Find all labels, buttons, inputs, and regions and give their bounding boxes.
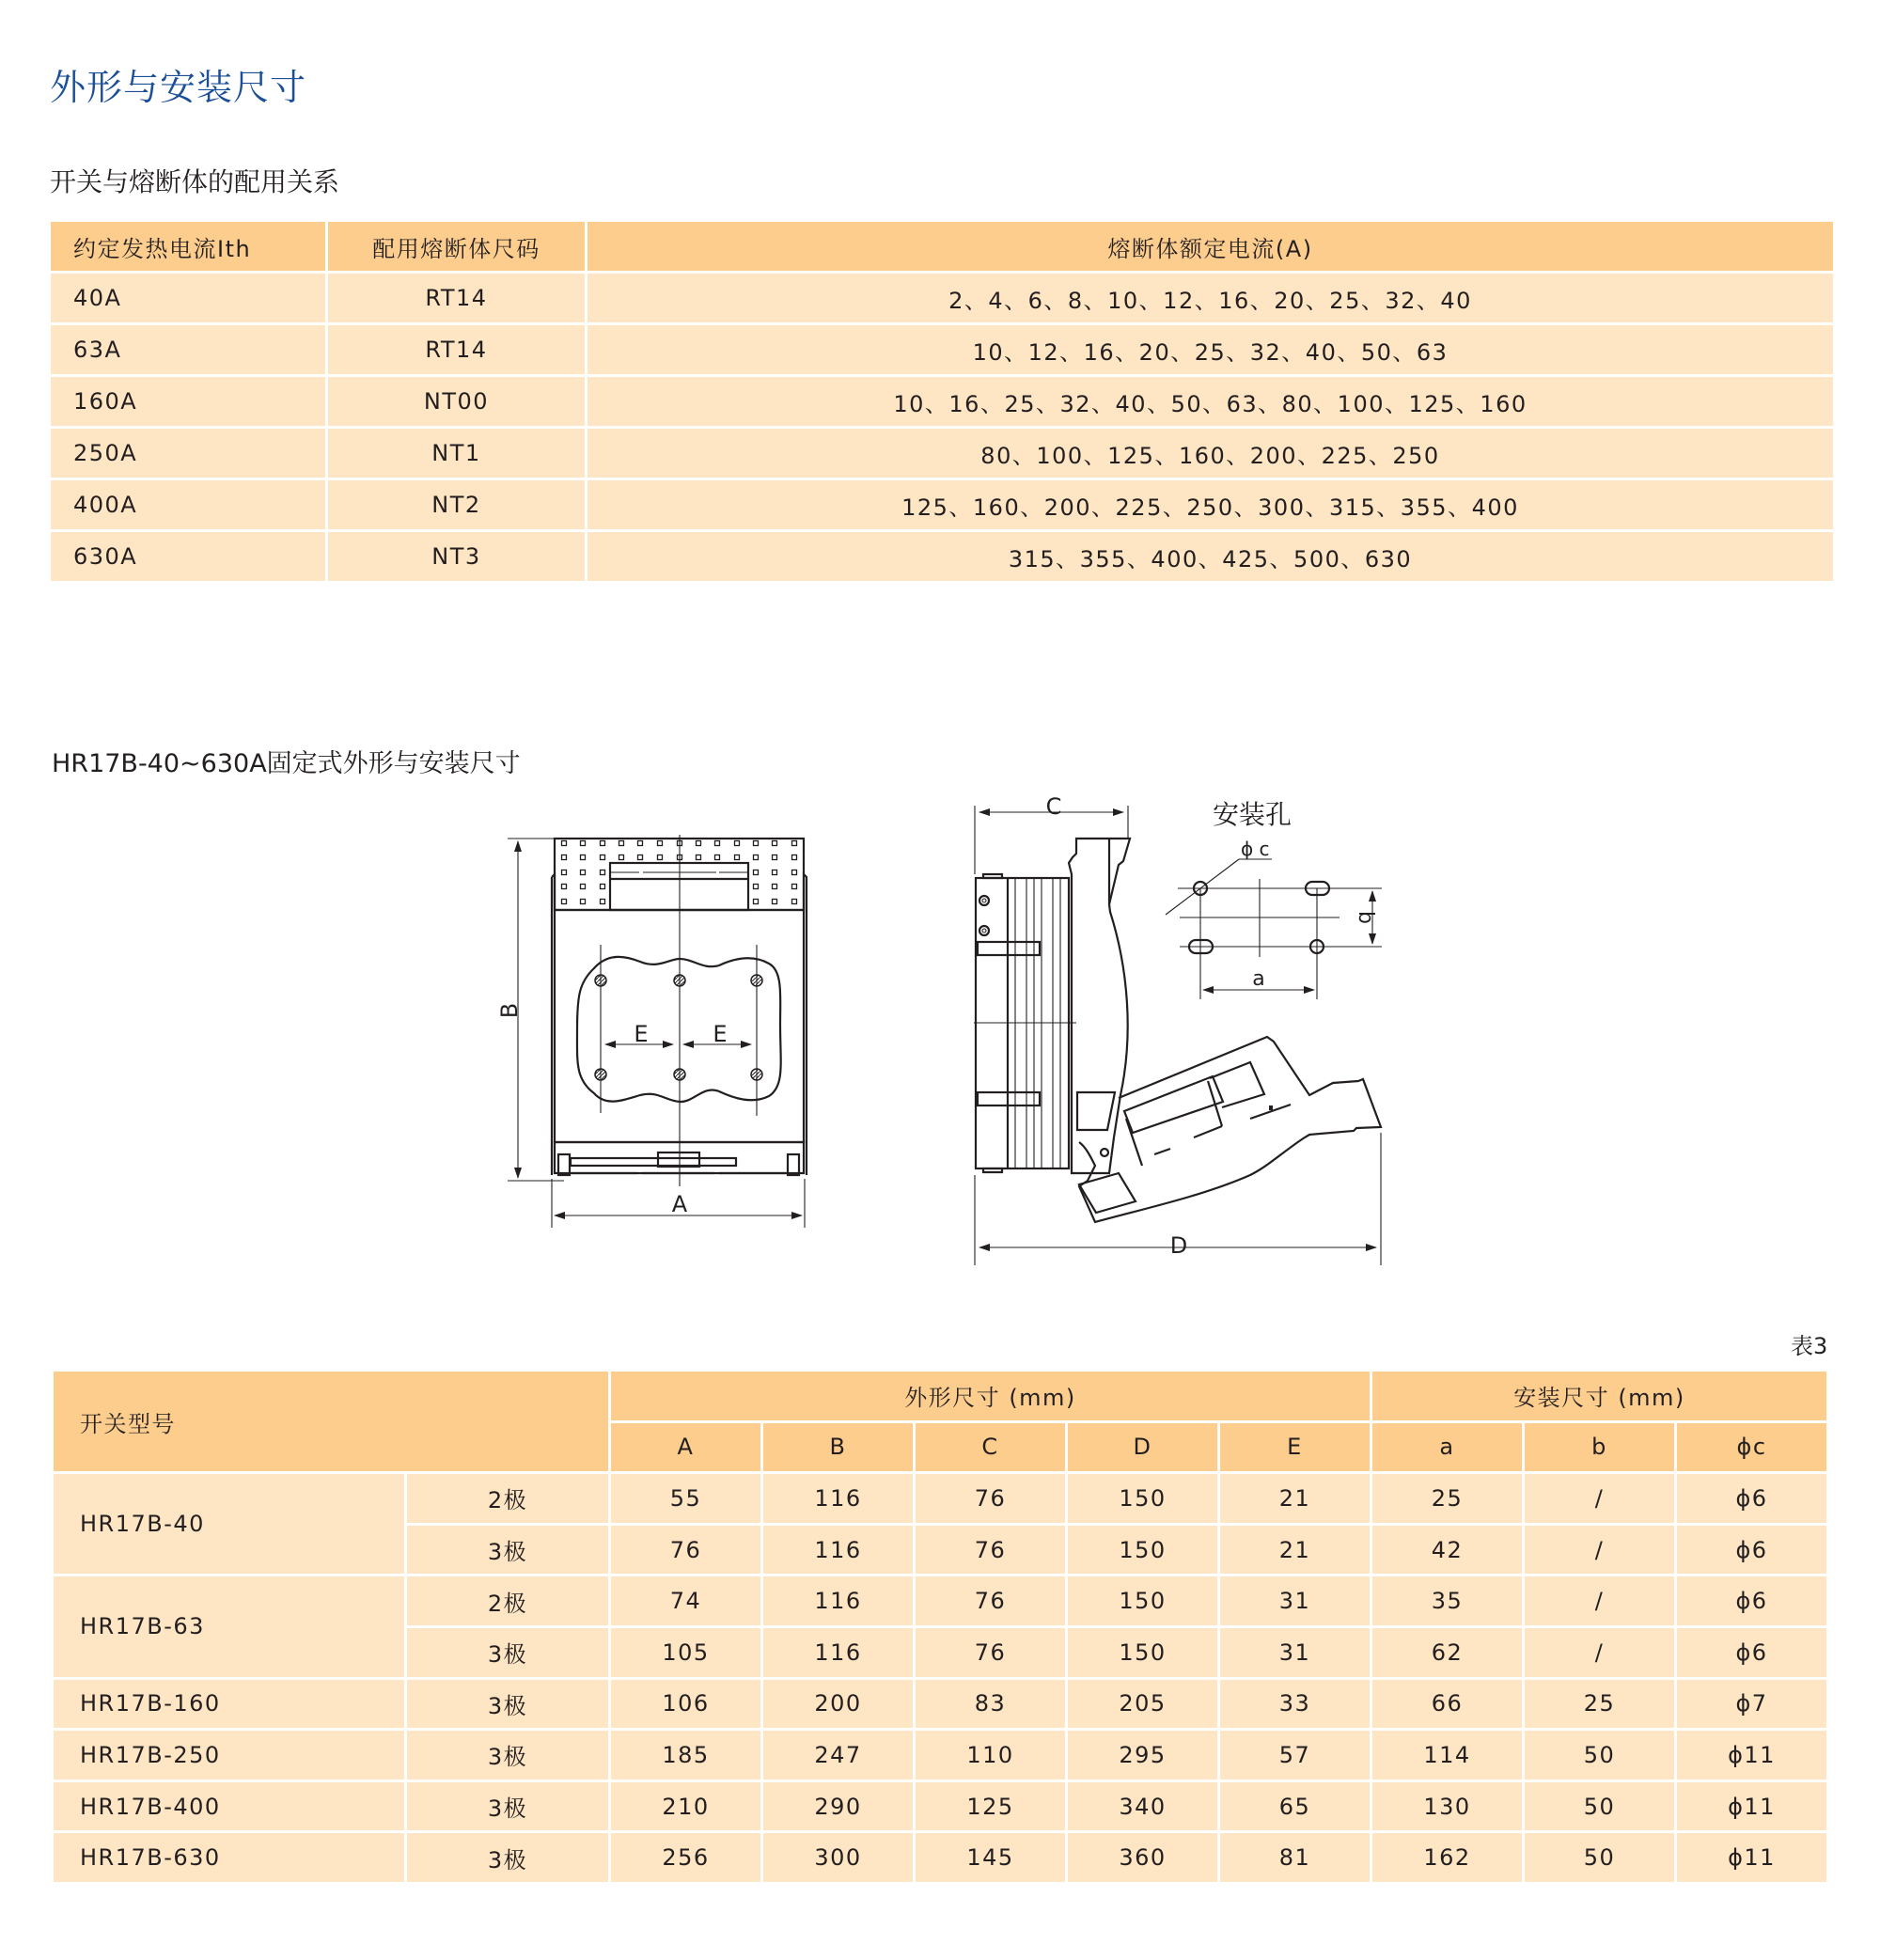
fuse-size-cell: NT00 xyxy=(328,377,585,426)
page-title: 外形与安装尺寸 xyxy=(50,67,307,108)
value-cell: 360 xyxy=(1068,1833,1217,1882)
fuse-size-cell: NT2 xyxy=(328,480,585,529)
model-cell: HR17B-630 xyxy=(54,1833,404,1882)
value-cell: ϕ6 xyxy=(1677,1628,1826,1677)
value-cell: 116 xyxy=(763,1526,913,1575)
vent-hole xyxy=(754,841,759,846)
value-cell: 25 xyxy=(1525,1680,1674,1729)
value-cell: 31 xyxy=(1220,1628,1370,1677)
value-cell: 50 xyxy=(1525,1731,1674,1780)
table-row xyxy=(54,1731,1826,1780)
value-cell: 116 xyxy=(763,1576,913,1625)
value-cell: 114 xyxy=(1372,1731,1522,1780)
header-model: 开关型号 xyxy=(54,1372,608,1471)
front-view-drawing xyxy=(496,835,807,1228)
vent-hole xyxy=(581,870,586,875)
vent-hole xyxy=(715,841,720,846)
fuse-size-cell: NT1 xyxy=(328,429,585,478)
vent-hole xyxy=(792,885,797,889)
model-cell: HR17B-63 xyxy=(54,1576,404,1676)
value-cell: 76 xyxy=(916,1474,1065,1523)
dimension-section-title: HR17B-40~630A固定式外形与安装尺寸 xyxy=(52,749,521,778)
value-cell: 150 xyxy=(1068,1474,1217,1523)
vent-hole xyxy=(754,900,759,904)
fuse-ratings-cell: 2、4、6、8、10、12、16、20、25、32、40 xyxy=(588,274,1833,322)
model-cell: HR17B-250 xyxy=(54,1731,404,1780)
column-header: a xyxy=(1372,1423,1522,1472)
value-cell: / xyxy=(1525,1526,1674,1575)
value-cell: 162 xyxy=(1372,1833,1522,1882)
value-cell: 300 xyxy=(763,1833,913,1882)
vent-hole xyxy=(754,885,759,889)
value-cell: 55 xyxy=(611,1474,760,1523)
vent-hole xyxy=(735,841,740,846)
table-number: 表3 xyxy=(1791,1333,1828,1359)
vent-hole xyxy=(773,900,777,904)
column-header: D xyxy=(1068,1423,1217,1472)
column-header: E xyxy=(1220,1423,1370,1472)
value-cell: 210 xyxy=(611,1782,760,1831)
vent-hole xyxy=(562,855,567,860)
e-label-left: E xyxy=(634,1021,649,1047)
fuse-ratings-cell: 80、100、125、160、200、225、250 xyxy=(588,429,1833,478)
header-fuse-ratings: 熔断体额定电流(A) xyxy=(588,222,1833,271)
vent-hole xyxy=(792,870,797,875)
table-header-row xyxy=(54,1372,1826,1420)
value-cell: 125 xyxy=(916,1782,1065,1831)
value-cell: 62 xyxy=(1372,1628,1522,1677)
vent-hole xyxy=(581,900,586,904)
value-cell: 76 xyxy=(611,1526,760,1575)
mounting-hole-pattern xyxy=(1166,799,1382,999)
value-cell: 247 xyxy=(763,1731,913,1780)
model-cell: HR17B-400 xyxy=(54,1782,404,1831)
vent-hole xyxy=(715,855,720,860)
rated-current-cell: 250A xyxy=(51,429,325,478)
rated-current-cell: 63A xyxy=(51,325,325,374)
vent-hole xyxy=(562,841,567,846)
vent-hole xyxy=(697,841,701,846)
vent-hole xyxy=(601,855,605,860)
fuse-size-cell: RT14 xyxy=(328,325,585,374)
c-label: C xyxy=(1045,793,1062,820)
vent-hole xyxy=(735,855,740,860)
column-header: C xyxy=(916,1423,1065,1472)
vent-hole xyxy=(581,885,586,889)
value-cell: 150 xyxy=(1068,1576,1217,1625)
value-cell: 35 xyxy=(1372,1576,1522,1625)
value-cell: 106 xyxy=(611,1680,760,1729)
table-row xyxy=(54,1474,1826,1523)
vent-hole xyxy=(638,855,643,860)
rated-current-cell: 630A xyxy=(51,532,325,581)
value-cell: 31 xyxy=(1220,1576,1370,1625)
vent-hole xyxy=(773,841,777,846)
table-row xyxy=(54,1782,1826,1831)
value-cell: 66 xyxy=(1372,1680,1522,1729)
rated-current-cell: 40A xyxy=(51,274,325,322)
vent-hole xyxy=(601,885,605,889)
value-cell: 50 xyxy=(1525,1833,1674,1882)
model-cell: HR17B-40 xyxy=(54,1474,404,1574)
value-cell: 65 xyxy=(1220,1782,1370,1831)
vent-hole xyxy=(638,841,643,846)
value-cell: / xyxy=(1525,1628,1674,1677)
side-view-drawing xyxy=(974,793,1381,1265)
value-cell: / xyxy=(1525,1474,1674,1523)
b-label: B xyxy=(496,1002,523,1019)
value-cell: / xyxy=(1525,1576,1674,1625)
mounting-bolts xyxy=(595,975,762,1080)
value-cell: 116 xyxy=(763,1628,913,1677)
value-cell: 116 xyxy=(763,1474,913,1523)
column-header: ϕc xyxy=(1677,1423,1826,1472)
vent-hole xyxy=(658,841,663,846)
vent-hole xyxy=(581,855,586,860)
vent-hole xyxy=(773,855,777,860)
pole-cell: 3极 xyxy=(407,1782,608,1831)
value-cell: ϕ6 xyxy=(1677,1474,1826,1523)
header-fuse-size: 配用熔断体尺码 xyxy=(328,222,585,271)
value-cell: 150 xyxy=(1068,1526,1217,1575)
e-label-right: E xyxy=(713,1021,728,1047)
value-cell: 200 xyxy=(763,1680,913,1729)
rated-current-cell: 400A xyxy=(51,480,325,529)
d-label: D xyxy=(1169,1232,1188,1259)
value-cell: 105 xyxy=(611,1628,760,1677)
column-header: A xyxy=(611,1423,760,1472)
vent-hole xyxy=(581,841,586,846)
value-cell: 76 xyxy=(916,1526,1065,1575)
pole-cell: 3极 xyxy=(407,1731,608,1780)
value-cell: 110 xyxy=(916,1731,1065,1780)
vent-hole xyxy=(792,855,797,860)
vent-hole xyxy=(697,855,701,860)
pole-cell: 3极 xyxy=(407,1526,608,1575)
hole-diameter-label: ϕ c xyxy=(1241,838,1270,860)
vent-hole xyxy=(619,855,624,860)
value-cell: ϕ11 xyxy=(1677,1782,1826,1831)
pole-cell: 2极 xyxy=(407,1474,608,1523)
value-cell: 130 xyxy=(1372,1782,1522,1831)
a-spacing-label: a xyxy=(1252,967,1265,991)
model-cell: HR17B-160 xyxy=(54,1680,404,1729)
column-header: b xyxy=(1525,1423,1674,1472)
vent-hole xyxy=(658,855,663,860)
value-cell: 25 xyxy=(1372,1474,1522,1523)
value-cell: 340 xyxy=(1068,1782,1217,1831)
vent-hole xyxy=(601,841,605,846)
value-cell: 150 xyxy=(1068,1628,1217,1677)
value-cell: ϕ11 xyxy=(1677,1833,1826,1882)
vent-hole xyxy=(773,870,777,875)
vent-hole xyxy=(562,885,567,889)
value-cell: ϕ6 xyxy=(1677,1526,1826,1575)
value-cell: 21 xyxy=(1220,1474,1370,1523)
vent-hole xyxy=(754,855,759,860)
vent-hole xyxy=(601,900,605,904)
table-row xyxy=(54,1833,1826,1882)
value-cell: ϕ7 xyxy=(1677,1680,1826,1729)
fuse-ratings-cell: 10、12、16、20、25、32、40、50、63 xyxy=(588,325,1833,374)
header-rated-current: 约定发热电流Ith xyxy=(51,222,325,271)
column-header: B xyxy=(763,1423,913,1472)
vent-hole xyxy=(754,870,759,875)
header-outline-dimensions: 外形尺寸 (mm) xyxy=(611,1372,1370,1420)
value-cell: 21 xyxy=(1220,1526,1370,1575)
value-cell: 57 xyxy=(1220,1731,1370,1780)
value-cell: ϕ6 xyxy=(1677,1576,1826,1625)
value-cell: 50 xyxy=(1525,1782,1674,1831)
vent-hole xyxy=(792,841,797,846)
table-row xyxy=(54,1680,1826,1729)
value-cell: 76 xyxy=(916,1576,1065,1625)
value-cell: 295 xyxy=(1068,1731,1217,1780)
vent-hole xyxy=(562,900,567,904)
fuse-ratings-cell: 10、16、25、32、40、50、63、80、100、125、160 xyxy=(588,377,1833,426)
dimension-table xyxy=(51,1369,1829,1885)
table-row xyxy=(54,1576,1826,1625)
fuse-size-cell: NT3 xyxy=(328,532,585,581)
value-cell: 33 xyxy=(1220,1680,1370,1729)
pole-cell: 3极 xyxy=(407,1833,608,1882)
fuse-size-cell: RT14 xyxy=(328,274,585,322)
value-cell: 290 xyxy=(763,1782,913,1831)
vent-hole xyxy=(562,870,567,875)
vent-hole xyxy=(601,870,605,875)
fuse-ratings-cell: 315、355、400、425、500、630 xyxy=(588,532,1833,581)
rated-current-cell: 160A xyxy=(51,377,325,426)
pole-cell: 3极 xyxy=(407,1680,608,1729)
value-cell: 185 xyxy=(611,1731,760,1780)
fuse-ratings-cell: 125、160、200、225、250、300、315、355、400 xyxy=(588,480,1833,529)
vent-hole xyxy=(619,841,624,846)
value-cell: ϕ11 xyxy=(1677,1731,1826,1780)
a-label: A xyxy=(671,1191,688,1217)
value-cell: 145 xyxy=(916,1833,1065,1882)
value-cell: 76 xyxy=(916,1628,1065,1677)
pole-cell: 2极 xyxy=(407,1576,608,1625)
value-cell: 256 xyxy=(611,1833,760,1882)
fuse-table-title: 开关与熔断体的配用关系 xyxy=(50,166,340,197)
value-cell: 205 xyxy=(1068,1680,1217,1729)
value-cell: 74 xyxy=(611,1576,760,1625)
value-cell: 81 xyxy=(1220,1833,1370,1882)
value-cell: 42 xyxy=(1372,1526,1522,1575)
header-mounting-dimensions: 安装尺寸 (mm) xyxy=(1372,1372,1826,1420)
b-spacing-label: b xyxy=(1354,911,1377,924)
vent-hole xyxy=(773,885,777,889)
value-cell: 83 xyxy=(916,1680,1065,1729)
vent-hole xyxy=(792,900,797,904)
pole-cell: 3极 xyxy=(407,1628,608,1677)
handle-open xyxy=(1079,1037,1381,1222)
mounting-holes-title: 安装孔 xyxy=(1213,799,1292,830)
